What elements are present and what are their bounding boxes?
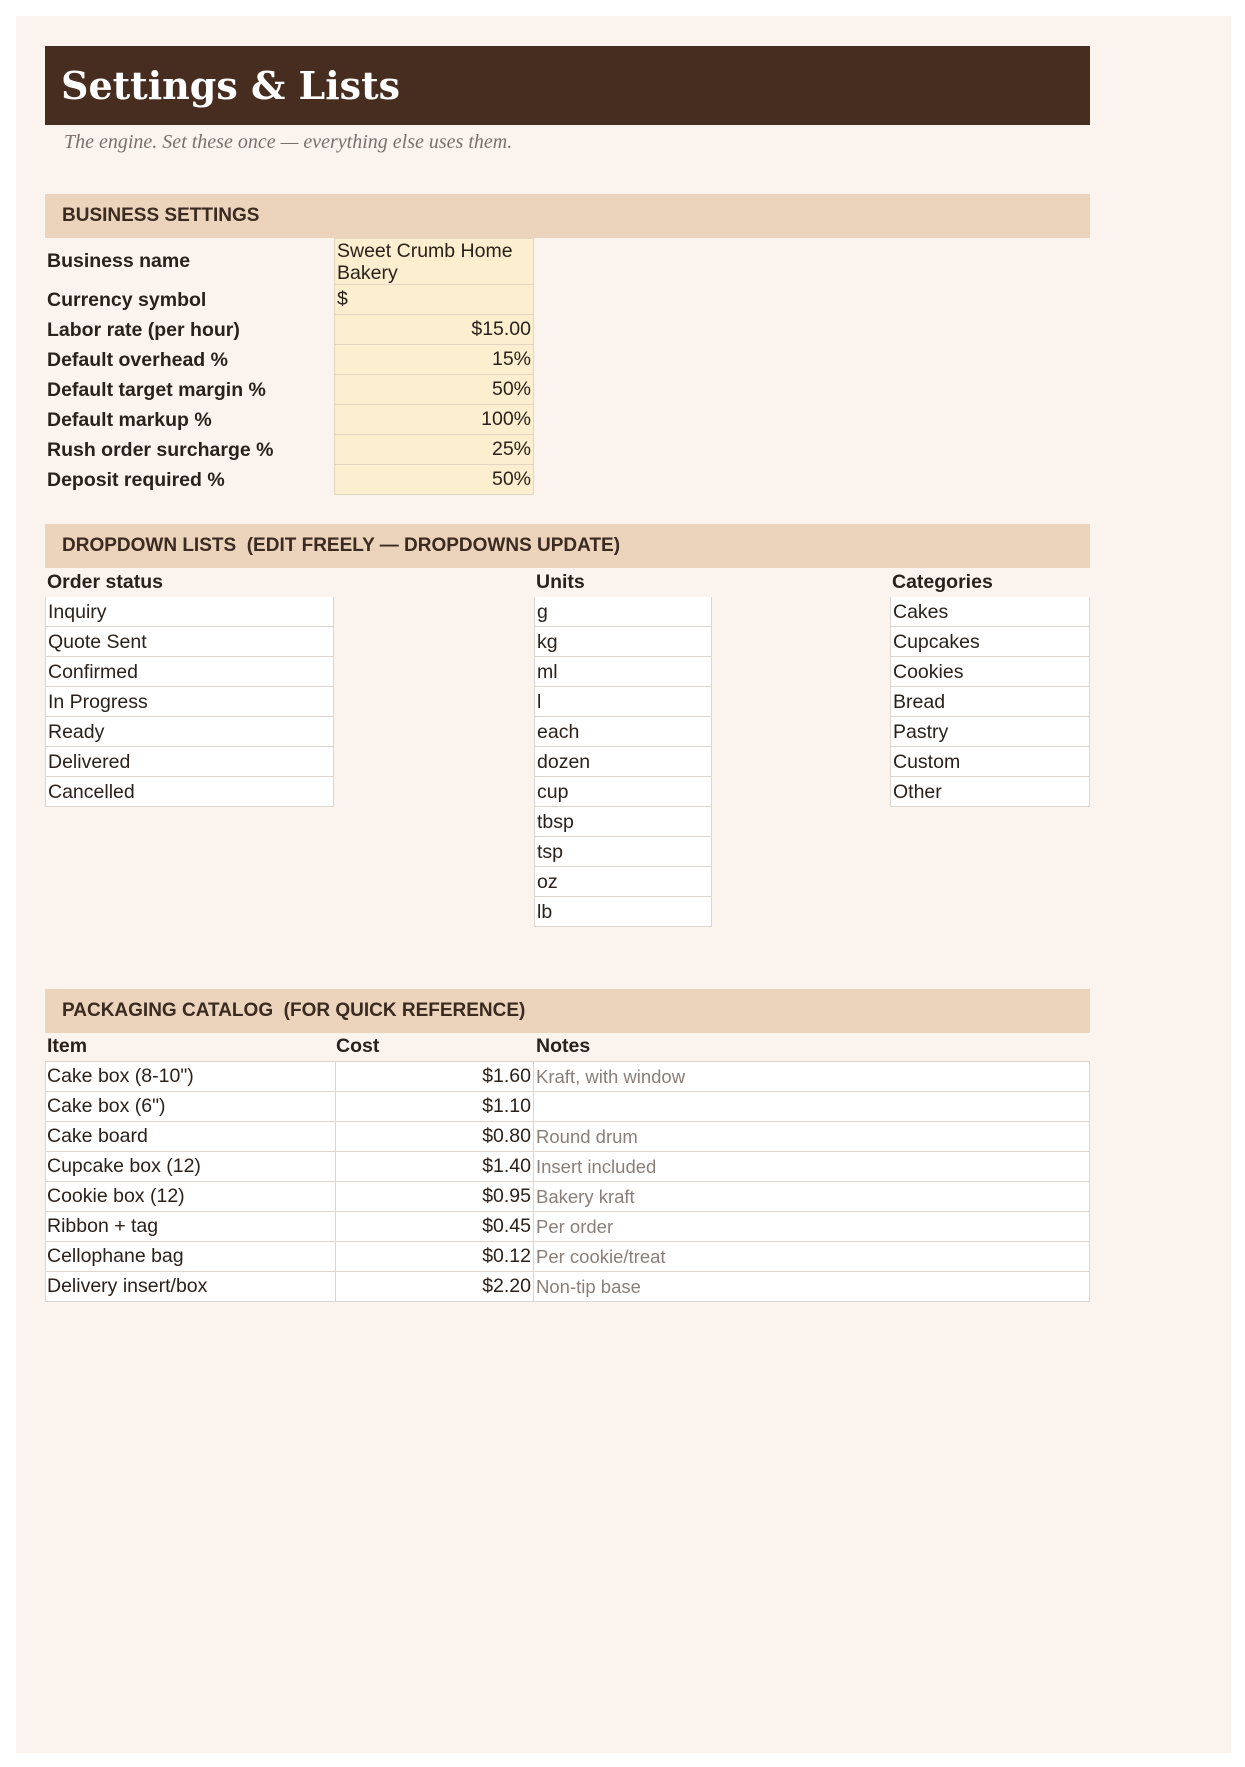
units-header: Units — [536, 571, 585, 593]
page-title: Settings & Lists — [61, 63, 401, 108]
categories-list — [890, 567, 1090, 807]
setting-label: Default markup % — [47, 408, 212, 431]
list-item[interactable]: Inquiry — [45, 597, 334, 627]
setting-label: Rush order surcharge % — [47, 438, 274, 461]
list-item[interactable]: l — [534, 687, 712, 717]
list-item[interactable]: ml — [534, 657, 712, 687]
list-item[interactable]: Cupcakes — [890, 627, 1090, 657]
notes-cell[interactable]: Per cookie/treat — [536, 1246, 666, 1267]
overhead-input[interactable]: 15% — [334, 345, 534, 375]
title-bar — [45, 46, 1090, 125]
list-item[interactable]: Other — [890, 777, 1090, 807]
business-name-input[interactable]: Sweet Crumb Home Bakery — [334, 238, 534, 285]
list-item[interactable]: Cancelled — [45, 777, 334, 807]
cost-cell[interactable]: $0.12 — [335, 1242, 534, 1271]
notes-cell[interactable]: Kraft, with window — [536, 1066, 686, 1087]
list-item[interactable]: oz — [534, 867, 712, 897]
item-cell[interactable]: Ribbon + tag — [46, 1212, 336, 1241]
list-item[interactable]: g — [534, 597, 712, 627]
table-row — [46, 1242, 1089, 1272]
setting-label: Default overhead % — [47, 348, 228, 371]
table-row — [46, 1122, 1089, 1152]
dropdown-lists-header: DROPDOWN LISTS (EDIT FREELY — DROPDOWNS UPDATE) — [45, 524, 1090, 568]
item-cell[interactable]: Cake box (8-10") — [46, 1062, 336, 1091]
list-item[interactable]: Cookies — [890, 657, 1090, 687]
list-item[interactable]: Custom — [890, 747, 1090, 777]
cost-cell[interactable]: $1.10 — [335, 1092, 534, 1121]
column-header-notes: Notes — [536, 1035, 591, 1057]
notes-cell[interactable]: Bakery kraft — [536, 1186, 635, 1207]
page-subtitle: The engine. Set these once — everything else uses them. — [64, 131, 513, 153]
notes-cell[interactable] — [535, 1092, 1089, 1121]
packaging-catalog-header: PACKAGING CATALOG (FOR QUICK REFERENCE) — [45, 989, 1090, 1033]
list-item[interactable]: Delivered — [45, 747, 334, 777]
setting-label: Business name — [47, 250, 191, 272]
item-cell[interactable]: Cookie box (12) — [46, 1182, 336, 1211]
list-item[interactable]: Pastry — [890, 717, 1090, 747]
table-row — [46, 1092, 1089, 1122]
list-item[interactable]: Confirmed — [45, 657, 334, 687]
markup-input[interactable]: 100% — [334, 405, 534, 435]
cost-cell[interactable]: $1.60 — [335, 1062, 534, 1091]
target-margin-input[interactable]: 50% — [334, 375, 534, 405]
cost-cell[interactable]: $2.20 — [335, 1272, 534, 1301]
list-item[interactable]: lb — [534, 897, 712, 927]
list-item[interactable]: In Progress — [45, 687, 334, 717]
item-cell[interactable]: Delivery insert/box — [46, 1272, 336, 1301]
item-cell[interactable]: Cake board — [46, 1122, 336, 1151]
item-cell[interactable]: Cellophane bag — [46, 1242, 336, 1271]
cost-cell[interactable]: $1.40 — [335, 1152, 534, 1181]
categories-header: Categories — [892, 571, 993, 593]
table-row — [46, 1212, 1089, 1242]
list-item[interactable]: cup — [534, 777, 712, 807]
setting-label: Deposit required % — [47, 468, 225, 491]
list-item[interactable]: tbsp — [534, 807, 712, 837]
packaging-table — [45, 1031, 1090, 1302]
table-row — [46, 1182, 1089, 1212]
column-header-cost: Cost — [336, 1035, 380, 1057]
packaging-table-body — [45, 1061, 1090, 1302]
units-list — [534, 567, 712, 927]
deposit-input[interactable]: 50% — [334, 465, 534, 495]
notes-cell[interactable]: Non-tip base — [536, 1276, 641, 1297]
packaging-table-header — [45, 1031, 1090, 1061]
notes-cell[interactable]: Insert included — [536, 1156, 657, 1177]
notes-cell[interactable]: Per order — [536, 1216, 614, 1237]
list-item[interactable]: tsp — [534, 837, 712, 867]
item-cell[interactable]: Cupcake box (12) — [46, 1152, 336, 1181]
list-item[interactable]: each — [534, 717, 712, 747]
list-item[interactable]: Quote Sent — [45, 627, 334, 657]
business-settings-header: BUSINESS SETTINGS — [45, 194, 1090, 238]
item-cell[interactable]: Cake box (6") — [46, 1092, 336, 1121]
cost-cell[interactable]: $0.95 — [335, 1182, 534, 1211]
labor-rate-input[interactable]: $15.00 — [334, 315, 534, 345]
list-item[interactable]: kg — [534, 627, 712, 657]
setting-label: Labor rate (per hour) — [47, 318, 240, 341]
notes-cell[interactable]: Round drum — [536, 1126, 638, 1147]
list-item[interactable]: Bread — [890, 687, 1090, 717]
table-row — [46, 1152, 1089, 1182]
cost-cell[interactable]: $0.80 — [335, 1122, 534, 1151]
order-status-header: Order status — [47, 571, 163, 593]
column-header-item: Item — [47, 1035, 88, 1057]
list-item[interactable]: Cakes — [890, 597, 1090, 627]
table-row — [46, 1272, 1089, 1302]
setting-label: Default target margin % — [47, 378, 266, 401]
cost-cell[interactable]: $0.45 — [335, 1212, 534, 1241]
list-item[interactable]: dozen — [534, 747, 712, 777]
setting-label: Currency symbol — [47, 288, 207, 311]
order-status-list — [45, 567, 334, 807]
table-row — [46, 1062, 1089, 1092]
rush-surcharge-input[interactable]: 25% — [334, 435, 534, 465]
currency-symbol-input[interactable]: $ — [334, 285, 534, 315]
list-item[interactable]: Ready — [45, 717, 334, 747]
